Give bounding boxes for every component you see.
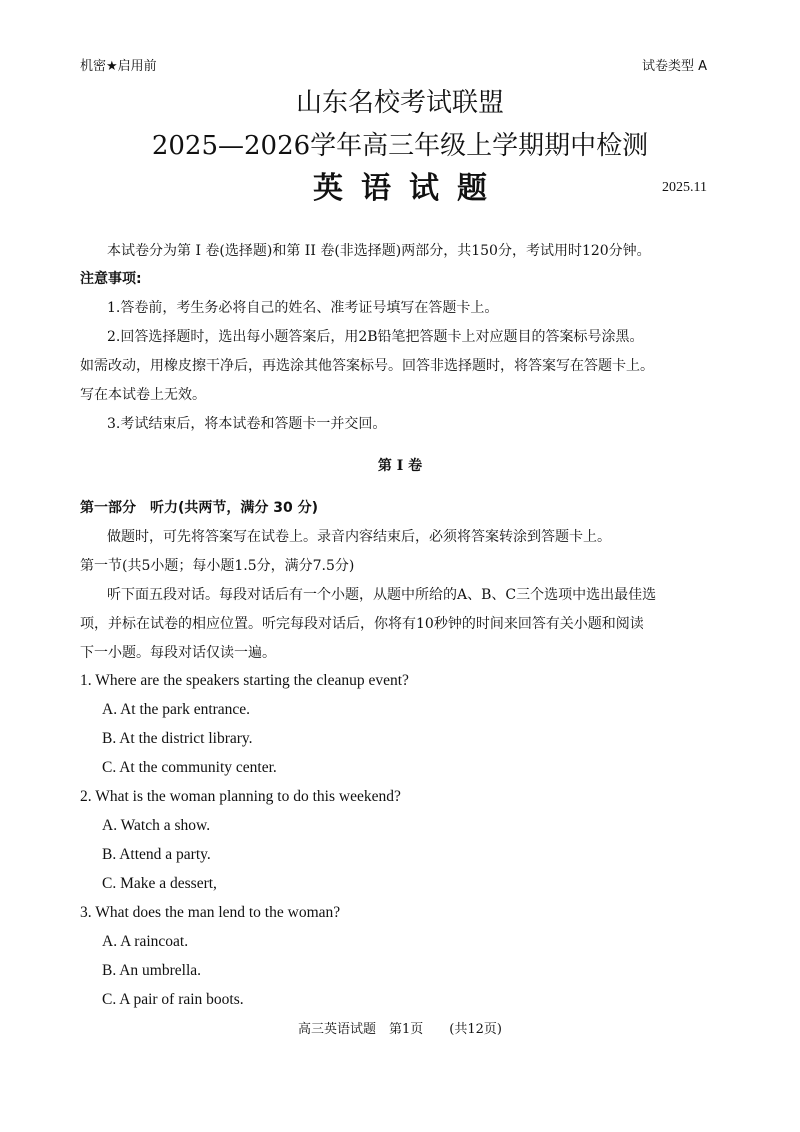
secret-label: 机密★启用前 [80,59,157,74]
exam-term-title: 2025—2026学年高三年级上学期期中检测 [151,131,649,161]
section-instruction: 听下面五段对话。每段对话后有一个小题，从题中所给的A、B、C三个选项中选出最佳选 [107,587,657,603]
part-title: 第一部分 听力(共两节，满分 30 分) [80,500,319,516]
exam-union-title: 山东名校考试联盟 [295,88,504,118]
answer-option: B. At the district library. [102,730,253,747]
answer-option: A. A raincoat. [102,933,189,950]
answer-option: A. At the park entrance. [102,701,251,718]
page-footer: 高三英语试题 第1页 (共12页) [298,1022,502,1037]
answer-option: C. A pair of rain boots. [102,991,244,1008]
notice-item: 1.答卷前，考生务必将自己的姓名、准考证号填写在答题卡上。 [107,300,499,316]
volume-label: 第 I 卷 [377,458,423,474]
exam-date: 2025.11 [662,180,707,195]
part-instruction: 做题时，可先将答案写在试卷上。录音内容结束后，必须将答案转涂到答题卡上。 [107,529,611,545]
subject-title: 英语试题 [313,171,505,206]
intro-summary: 本试卷分为第 I 卷(选择题)和第 II 卷(非选择题)两部分，共150分，考试用时120分钟。 [107,243,651,259]
notice-title: 注意事项: [80,271,142,287]
question-stem: 1. Where are the speakers starting the cleanup event? [80,672,409,689]
paper-type-label: 试卷类型 A [641,59,707,74]
answer-option: A. Watch a show. [102,817,211,834]
answer-option: C. Make a dessert, [102,875,217,892]
section-instruction: 项，并标在试卷的相应位置。听完每段对话后，你将有10秒钟的时间来回答有关小题和阅读 [80,616,644,632]
question-stem: 3. What does the man lend to the woman? [80,904,341,921]
notice-item: 2.回答选择题时，选出每小题答案后，用2B铅笔把答题卡上对应题目的答案标号涂黑。 [107,329,644,345]
question-stem: 2. What is the woman planning to do this weekend? [80,788,401,805]
answer-option: B. An umbrella. [102,962,202,979]
notice-item: 3.考试结束后，将本试卷和答题卡一并交回。 [107,416,387,432]
section-title: 第一节(共5小题；每小题1.5分，满分7.5分) [80,558,355,574]
answer-option: B. Attend a party. [102,846,211,863]
notice-item: 写在本试卷上无效。 [80,387,206,403]
notice-item: 如需改动，用橡皮擦干净后，再选涂其他答案标号。回答非选择题时，将答案写在答题卡上。 [80,358,654,374]
answer-option: C. At the community center. [102,759,277,776]
section-instruction: 下一小题。每段对话仅读一遍。 [80,645,276,661]
